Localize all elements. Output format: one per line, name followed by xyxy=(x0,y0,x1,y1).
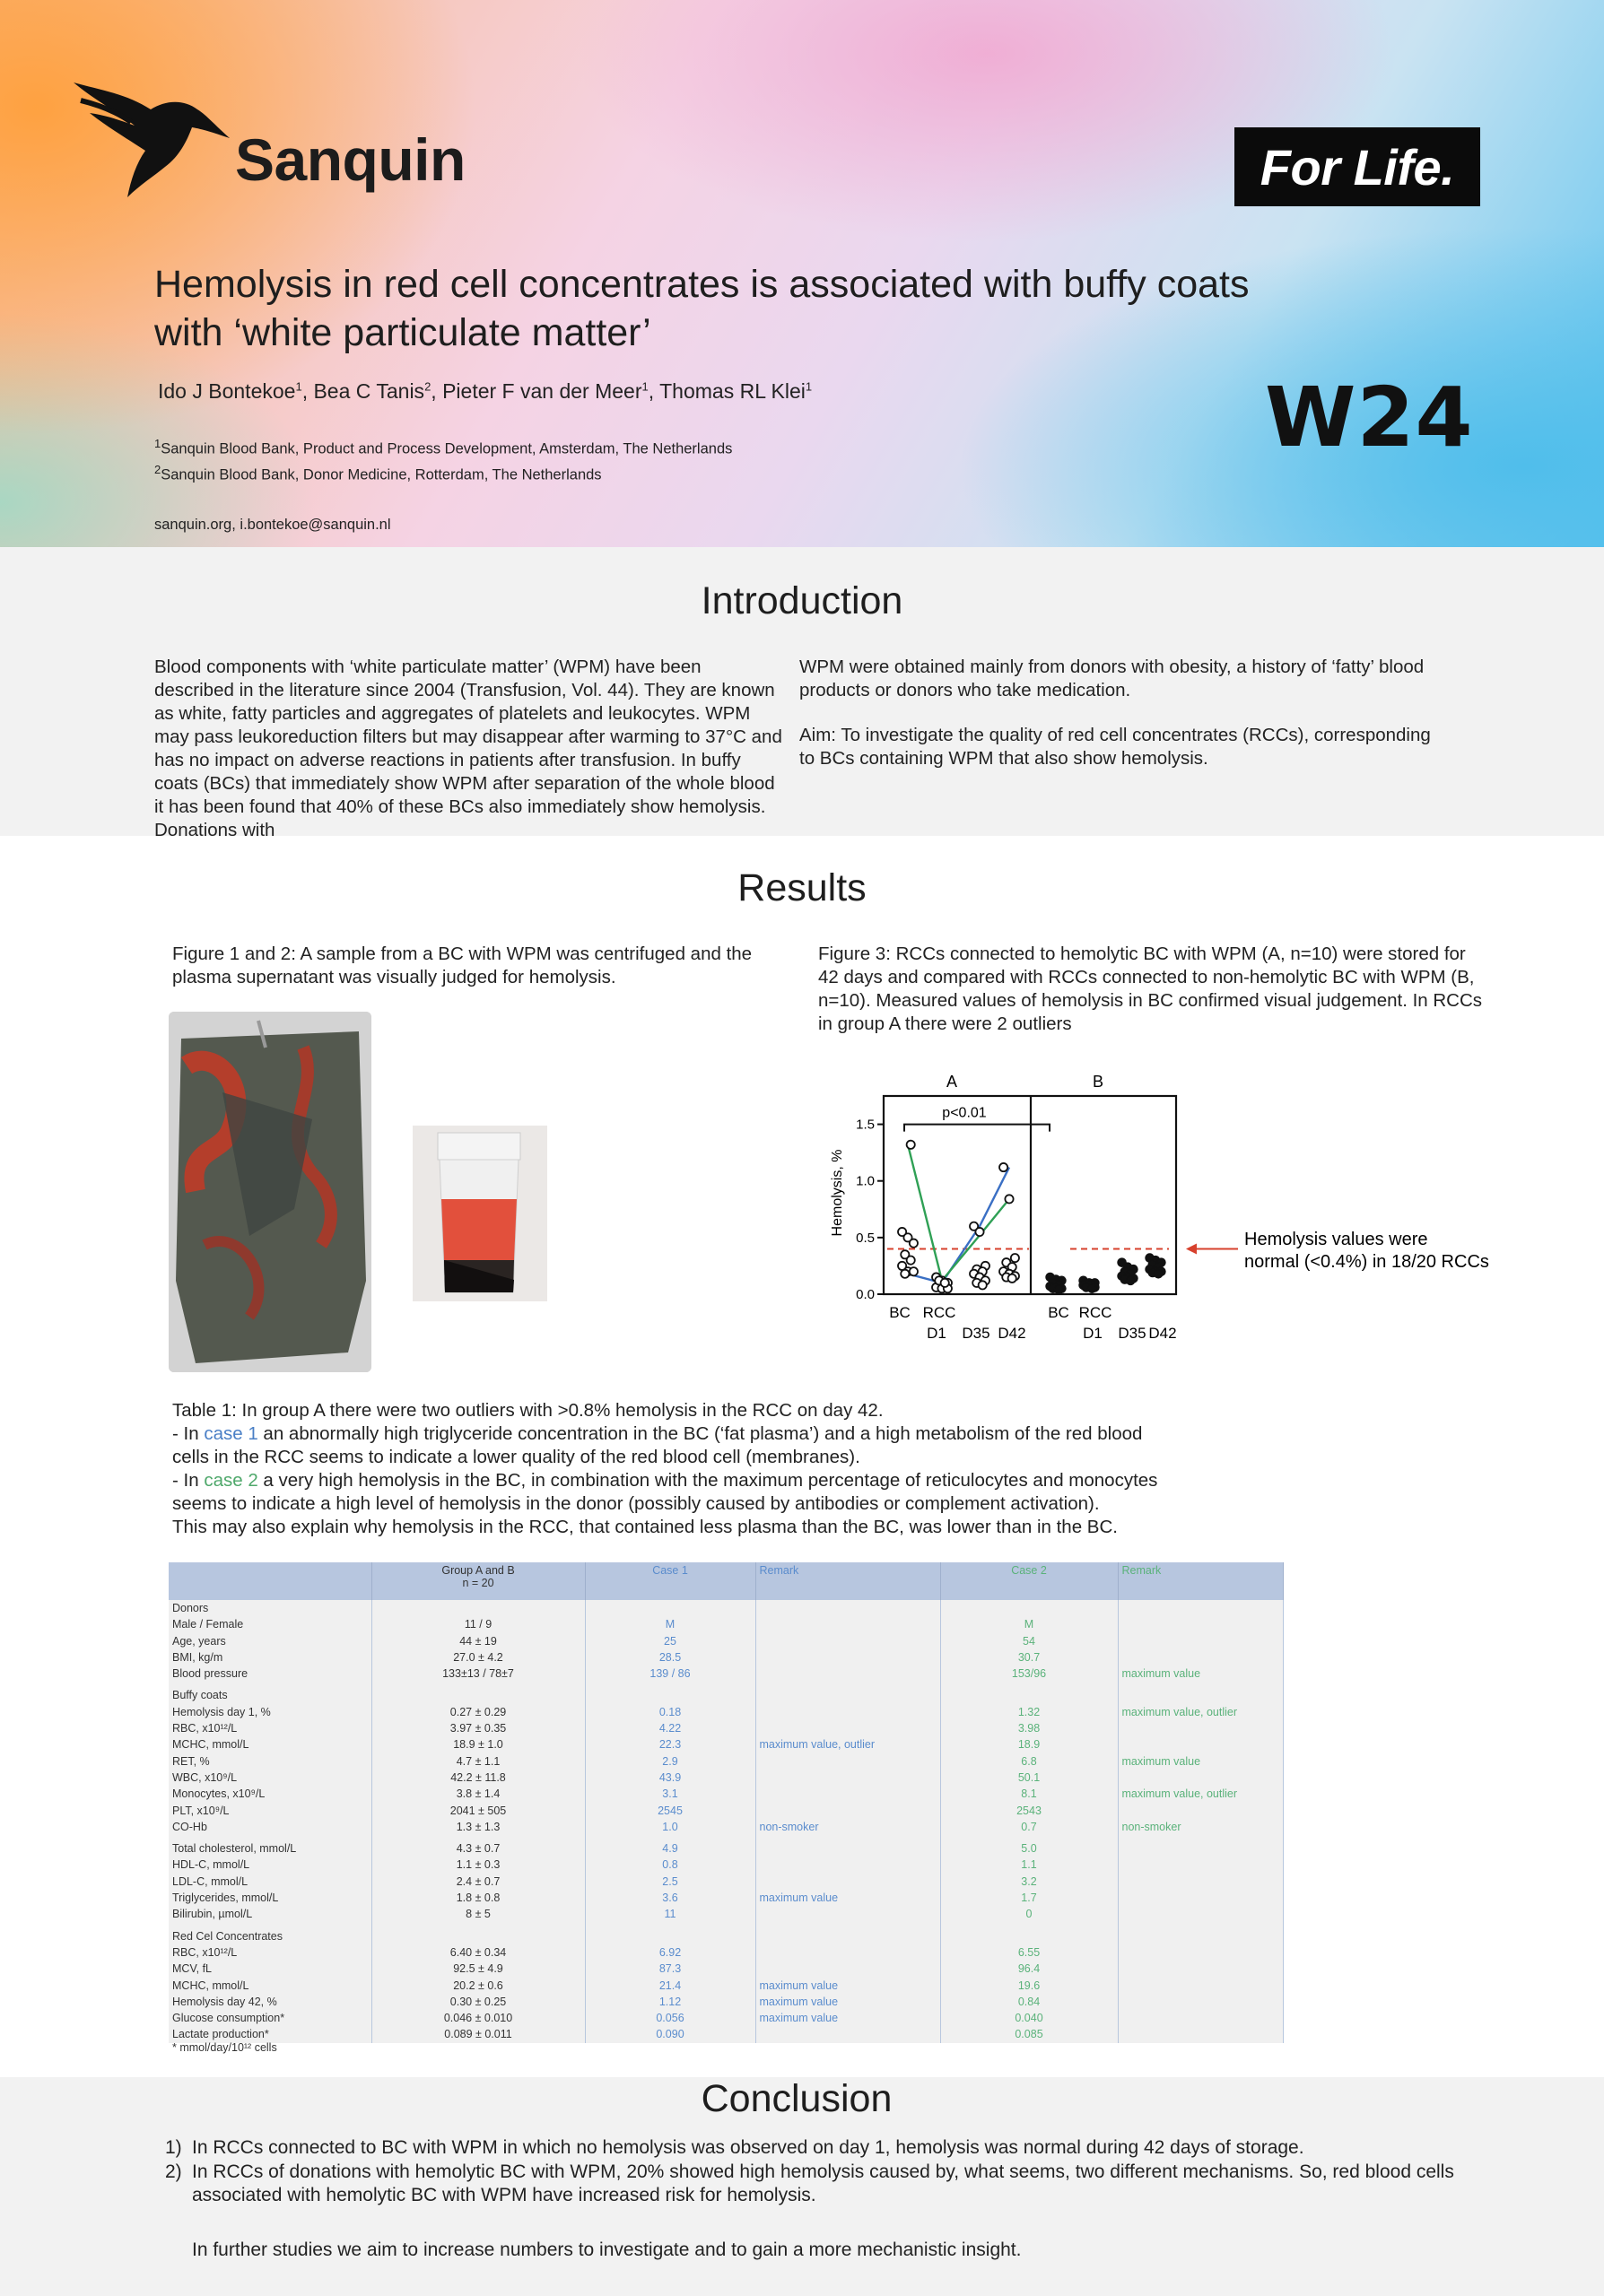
table-cell xyxy=(1118,1994,1283,2010)
table-cell: 0.84 xyxy=(940,1994,1118,2010)
figure-1-2-caption: Figure 1 and 2: A sample from a BC with WPM was centrifuged and the plasma supernatant was visually judged for hemolysis. xyxy=(172,944,753,987)
affiliation: $^1$Sanquin Blood Bank, Product and Process Development, Amsterdam, The Netherlands xyxy=(154,437,733,457)
results-table xyxy=(169,1562,1284,2043)
table-cell: 2545 xyxy=(585,1803,755,1819)
table-cell: 1.7 xyxy=(940,1890,1118,1906)
table-cell: maximum value xyxy=(755,1978,940,1994)
case-2-label: case 2 xyxy=(204,1470,258,1491)
table-cell xyxy=(755,1944,940,1961)
tagline-badge: For Life. xyxy=(1234,127,1480,206)
chart-annotation: Hemolysis values were normal (<0.4%) in 18/20 RCCs xyxy=(1244,1230,1489,1272)
x-tick-label: RCC xyxy=(922,1304,956,1321)
table-cell: 4.3 ± 0.7 xyxy=(371,1840,585,1857)
table-cell xyxy=(1118,1944,1283,1961)
table-row xyxy=(169,1874,1283,1890)
table-cell: 1.12 xyxy=(585,1994,755,2010)
table-cell: MCV, fL xyxy=(169,1961,371,1977)
data-point-group-a xyxy=(901,1270,909,1278)
table-cell: 22.3 xyxy=(585,1736,755,1752)
table-cell xyxy=(1118,1961,1283,1977)
table-cell: PLT, x10⁹/L xyxy=(169,1803,371,1819)
x-tick-label: D42 xyxy=(998,1325,1026,1342)
x-tick-label: RCC xyxy=(1078,1304,1112,1321)
conclusion-item: 2) In RCCs of donations with hemolytic BC with WPM, 20% showed high hemolysis caused by, what seems, two different mechanisms. So, red blood cells associated with hemolytic BC with WPM have increased risk for hemolysis. xyxy=(165,2161,1454,2205)
table-cell: 1.1 ± 0.3 xyxy=(371,1857,585,1873)
table-cell: Total cholesterol, mmol/L xyxy=(169,1840,371,1857)
table-cell: 0 xyxy=(940,1906,1118,1922)
table-cell: 0.18 xyxy=(585,1704,755,1720)
author: Bea C Tanis$^2$ xyxy=(313,379,432,403)
table-cell: 3.97 ± 0.35 xyxy=(371,1720,585,1736)
table-header-cell xyxy=(169,1562,371,1600)
table-cell xyxy=(1118,1890,1283,1906)
table-cell: Hemolysis day 1, % xyxy=(169,1704,371,1720)
table-cell: RET, % xyxy=(169,1753,371,1770)
data-point-group-a xyxy=(941,1279,949,1287)
table-cell: Blood pressure xyxy=(169,1665,371,1682)
table-header-cell: Case 1 xyxy=(585,1562,755,1600)
table-cell: Hemolysis day 42, % xyxy=(169,1994,371,2010)
table-cell xyxy=(755,1840,940,1857)
table-cell: 0.8 xyxy=(585,1857,755,1873)
table-row xyxy=(169,1736,1283,1752)
x-tick-label: D1 xyxy=(1083,1325,1103,1342)
data-point-group-b xyxy=(1154,1269,1163,1278)
table-cell: 8 ± 5 xyxy=(371,1906,585,1922)
table-row xyxy=(169,1633,1283,1649)
table-cell: maximum value, outlier xyxy=(755,1736,940,1752)
table-cell: 3.8 ± 1.4 xyxy=(371,1786,585,1802)
author: Thomas RL Klei$^1$ xyxy=(659,379,813,403)
table-section-row xyxy=(169,1928,1283,1944)
table-cell: 133±13 / 78±7 xyxy=(371,1665,585,1682)
table-cell: 2041 ± 505 xyxy=(371,1803,585,1819)
table-cell xyxy=(755,1770,940,1786)
data-point-group-b xyxy=(1126,1276,1135,1285)
table-cell: WBC, x10⁹/L xyxy=(169,1770,371,1786)
table-cell xyxy=(755,1786,940,1802)
table-cell: 92.5 ± 4.9 xyxy=(371,1961,585,1977)
author: Ido J Bontekoe$^1$ xyxy=(158,379,302,403)
conclusion-item: 1) In RCCs connected to BC with WPM in which no hemolysis was observed on day 1, hemolysis was normal during 42 days of storage. xyxy=(165,2137,1304,2158)
table-cell: 0.27 ± 0.29 xyxy=(371,1704,585,1720)
table-cell: non-smoker xyxy=(755,1819,940,1835)
table-cell: 30.7 xyxy=(940,1649,1118,1665)
affiliation: $^2$Sanquin Blood Bank, Donor Medicine, Rotterdam, The Netherlands xyxy=(154,463,602,483)
table-cell: 6.55 xyxy=(940,1944,1118,1961)
table-caption-line: This may also explain why hemolysis in the RCC, that contained less plasma than the BC, was lower than in the BC. xyxy=(172,1517,1118,1537)
table-row xyxy=(169,1857,1283,1873)
contact-info: sanquin.org, i.bontekoe@sanquin.nl xyxy=(154,517,391,533)
table-cell: 3.1 xyxy=(585,1786,755,1802)
aim-paragraph: Aim: To investigate the quality of red cell concentrates (RCCs), corresponding to BCs containing WPM that also show hemolysis. xyxy=(799,725,1431,769)
results-heading: Results xyxy=(737,866,867,909)
data-point-group-a xyxy=(979,1281,987,1289)
table-row xyxy=(169,1944,1283,1961)
table-cell: 21.4 xyxy=(585,1978,755,1994)
table-cell: 18.9 ± 1.0 xyxy=(371,1736,585,1752)
data-point-group-a xyxy=(999,1163,1007,1171)
table-cell xyxy=(755,1665,940,1682)
annotation-arrowhead xyxy=(1186,1243,1197,1254)
table-cell: 43.9 xyxy=(585,1770,755,1786)
title-line: Hemolysis in red cell concentrates is associated with buffy coats xyxy=(154,263,1250,306)
table-cell xyxy=(1118,1874,1283,1890)
table-cell: 0.056 xyxy=(585,2010,755,2026)
table-row xyxy=(169,1665,1283,1682)
table-caption-line: Table 1: In group A there were two outliers with >0.8% hemolysis in the RCC on day 42. xyxy=(172,1400,884,1421)
table-cell: Bilirubin, µmol/L xyxy=(169,1906,371,1922)
table-cell: 2.5 xyxy=(585,1874,755,1890)
table-cell: maximum value xyxy=(1118,1665,1283,1682)
table-section-title: Red Cel Concentrates xyxy=(169,1928,371,1944)
x-tick-label: D35 xyxy=(962,1325,990,1342)
poster-header xyxy=(0,0,1604,547)
significance-label: p<0.01 xyxy=(942,1105,987,1121)
table-cell: 27.0 ± 4.2 xyxy=(371,1649,585,1665)
table-cell: 87.3 xyxy=(585,1961,755,1977)
data-point-group-a xyxy=(1011,1254,1019,1262)
table-row xyxy=(169,1786,1283,1802)
y-tick-label: 0.0 xyxy=(856,1287,875,1302)
table-row xyxy=(169,1961,1283,1977)
table-cell: maximum value xyxy=(755,2010,940,2026)
table-section-row xyxy=(169,1600,1283,1616)
table-cell xyxy=(1118,1720,1283,1736)
table-footnote: * mmol/day/10¹² cells xyxy=(172,2041,277,2054)
poster-code: W24 xyxy=(1265,370,1474,465)
table-cell: 96.4 xyxy=(940,1961,1118,1977)
introduction-column-2 xyxy=(799,656,1445,770)
table-cell: 11 / 9 xyxy=(371,1616,585,1632)
table-cell xyxy=(1118,2010,1283,2026)
table-row xyxy=(169,1649,1283,1665)
intro-paragraph: WPM were obtained mainly from donors with obesity, a history of ‘fatty’ blood products or donors who take medication. xyxy=(799,657,1425,700)
table-caption xyxy=(172,1399,1159,1539)
table-cell xyxy=(755,1906,940,1922)
table-cell: 0.040 xyxy=(940,2010,1118,2026)
x-tick-label: D35 xyxy=(1118,1325,1146,1342)
table-cell: non-smoker xyxy=(1118,1819,1283,1835)
table-section-title: Donors xyxy=(169,1600,371,1616)
table-cell xyxy=(755,1874,940,1890)
table-header-cell: Group A and B n = 20 xyxy=(371,1562,585,1600)
table-cell: 4.9 xyxy=(585,1840,755,1857)
table-cell: maximum value, outlier xyxy=(1118,1786,1283,1802)
table-cell: 0.085 xyxy=(940,2026,1118,2042)
table-cell: maximum value xyxy=(1118,1753,1283,1770)
table-cell: 54 xyxy=(940,1633,1118,1649)
table-cell: 153/96 xyxy=(940,1665,1118,1682)
table-cell xyxy=(755,1649,940,1665)
data-point-group-a xyxy=(910,1267,918,1275)
author-list: Ido J Bontekoe$^1$, Bea C Tanis$^2$, Pieter F van der Meer$^1$, Thomas RL Klei$^1$ xyxy=(158,379,813,403)
table-cell: MCHC, mmol/L xyxy=(169,1736,371,1752)
table-cell: HDL-C, mmol/L xyxy=(169,1857,371,1873)
table-cell: 3.6 xyxy=(585,1890,755,1906)
panel-label-b: B xyxy=(1092,1073,1104,1091)
table-cell xyxy=(1118,1978,1283,1994)
table-cell: 44 ± 19 xyxy=(371,1633,585,1649)
table-row xyxy=(169,2010,1283,2026)
table-cell: RBC, x10¹²/L xyxy=(169,1720,371,1736)
table-cell: 1.32 xyxy=(940,1704,1118,1720)
table-cell: CO-Hb xyxy=(169,1819,371,1835)
introduction-column-1: Blood components with ‘white particulate matter’ (WPM) have been described in the literature since 2004 (Transfusion, Vol. 44). They are known as white, fatty particles and aggregates of platelets and leukocytes. WPM may pass leukoreduction filters but may disappear after warming to 37°C and has no impact on adverse reactions in patients after transfusion. In buffy coats (BCs) that immediately show WPM after separation of the whole blood it has been found that 40% of these BCs also immediately show hemolysis. Donations with xyxy=(154,657,782,840)
table-cell: 0.7 xyxy=(940,1819,1118,1835)
table-cell: BMI, kg/m xyxy=(169,1649,371,1665)
table-cell: 28.5 xyxy=(585,1649,755,1665)
table-cell xyxy=(1118,1616,1283,1632)
introduction-heading: Introduction xyxy=(701,579,903,622)
case-1-note: - In case 1 an abnormally high triglyceride concentration in the BC (‘fat plasma’) and a high metabolism of the red blood cells in the RCC seems to indicate a lower quality of the red blood cell (membranes). xyxy=(172,1423,1143,1467)
y-tick-label: 1.5 xyxy=(856,1117,875,1133)
table-cell: 19.6 xyxy=(940,1978,1118,1994)
logo-wordmark: Sanquin xyxy=(235,126,466,193)
data-point-group-a xyxy=(1005,1195,1013,1203)
table-cell: Male / Female xyxy=(169,1616,371,1632)
table-cell xyxy=(1118,1906,1283,1922)
table-row xyxy=(169,1978,1283,1994)
table-cell xyxy=(755,1753,940,1770)
table-cell xyxy=(755,1704,940,1720)
table-row xyxy=(169,1840,1283,1857)
table-row xyxy=(169,1616,1283,1632)
table-cell: 3.98 xyxy=(940,1720,1118,1736)
table-row xyxy=(169,1803,1283,1819)
table-cell: Age, years xyxy=(169,1633,371,1649)
data-point-group-a xyxy=(975,1228,983,1236)
conclusion-closing: In further studies we aim to increase numbers to investigate and to gain a more mechanistic insight. xyxy=(192,2239,1022,2260)
table-cell: 139 / 86 xyxy=(585,1665,755,1682)
table-section-title: Buffy coats xyxy=(169,1687,371,1703)
table-cell xyxy=(1118,1736,1283,1752)
poster-title xyxy=(154,260,1276,357)
table-cell: 11 xyxy=(585,1906,755,1922)
table-cell: 0.089 ± 0.011 xyxy=(371,2026,585,2042)
table-cell: 6.8 xyxy=(940,1753,1118,1770)
table-cell xyxy=(755,1803,940,1819)
table-cell: 2.9 xyxy=(585,1753,755,1770)
data-point-group-a xyxy=(907,1257,915,1265)
table-row xyxy=(169,1753,1283,1770)
pelican-logo-icon xyxy=(72,74,233,199)
table-cell: 18.9 xyxy=(940,1736,1118,1752)
data-point-group-b xyxy=(1054,1285,1063,1294)
data-point-group-a xyxy=(910,1239,918,1248)
data-point-group-b xyxy=(1087,1284,1096,1293)
table-cell xyxy=(1118,1649,1283,1665)
table-cell: maximum value xyxy=(755,1994,940,2010)
outlier-line-case-1 xyxy=(908,1168,1009,1283)
table-cell xyxy=(755,1633,940,1649)
table-cell: 4.7 ± 1.1 xyxy=(371,1753,585,1770)
table-cell xyxy=(1118,1770,1283,1786)
table-cell: maximum value xyxy=(755,1890,940,1906)
table-cell: maximum value, outlier xyxy=(1118,1704,1283,1720)
table-row xyxy=(169,2026,1283,2042)
x-tick-label: BC xyxy=(1048,1304,1069,1321)
table-cell: M xyxy=(585,1616,755,1632)
outlier-line-case-2 xyxy=(908,1144,1009,1281)
table-cell: 3.2 xyxy=(940,1874,1118,1890)
table-cell: 20.2 ± 0.6 xyxy=(371,1978,585,1994)
table-cell: Glucose consumption* xyxy=(169,2010,371,2026)
table-cell: 1.1 xyxy=(940,1857,1118,1873)
table-cell: 5.0 xyxy=(940,1840,1118,1857)
table-cell: 2.4 ± 0.7 xyxy=(371,1874,585,1890)
table-cell: 42.2 ± 11.8 xyxy=(371,1770,585,1786)
table-cell: 50.1 xyxy=(940,1770,1118,1786)
table-header-cell: Case 2 xyxy=(940,1562,1118,1600)
table-cell: Monocytes, x10⁹/L xyxy=(169,1786,371,1802)
table-cell: 0.30 ± 0.25 xyxy=(371,1994,585,2010)
table-cell: 4.22 xyxy=(585,1720,755,1736)
table-cell xyxy=(1118,1840,1283,1857)
x-tick-label: BC xyxy=(889,1304,911,1321)
table-cell xyxy=(755,1720,940,1736)
table-cell xyxy=(755,1857,940,1873)
table-row xyxy=(169,1720,1283,1736)
significance-bracket xyxy=(904,1125,1050,1132)
figure-3-caption: Figure 3: RCCs connected to hemolytic BC with WPM (A, n=10) were stored for 42 days and compared with RCCs connected to non-hemolytic BC with WPM (B, n=10). Measured values of hemolysis in BC confirmed visual judgement. In RCCs in group A there were 2 outliers xyxy=(818,944,1483,1034)
y-tick-label: 1.0 xyxy=(856,1173,875,1189)
table-cell xyxy=(755,1961,940,1977)
table-header-cell: Remark xyxy=(1118,1562,1283,1600)
table-cell: M xyxy=(940,1616,1118,1632)
x-tick-label: D1 xyxy=(927,1325,946,1342)
conclusion-heading: Conclusion xyxy=(701,2077,893,2120)
table-cell xyxy=(1118,1803,1283,1819)
table-cell xyxy=(1118,1857,1283,1873)
table-row xyxy=(169,1770,1283,1786)
blood-bag-photo xyxy=(169,1012,371,1372)
table-cell xyxy=(1118,1633,1283,1649)
table-cell: 1.8 ± 0.8 xyxy=(371,1890,585,1906)
data-point-group-a xyxy=(907,1141,915,1149)
table-cell: 0.090 xyxy=(585,2026,755,2042)
table-header-cell: Remark xyxy=(755,1562,940,1600)
table-cell: 1.0 xyxy=(585,1819,755,1835)
panel-label-a: A xyxy=(946,1073,958,1091)
table-row xyxy=(169,1704,1283,1720)
table-row xyxy=(169,1819,1283,1835)
table-section-row xyxy=(169,1687,1283,1703)
author: Pieter F van der Meer$^1$ xyxy=(442,379,649,403)
case-1-label: case 1 xyxy=(204,1423,258,1444)
title-line: with ‘white particulate matter’ xyxy=(154,311,651,354)
table-cell: 8.1 xyxy=(940,1786,1118,1802)
table-cell: 1.3 ± 1.3 xyxy=(371,1819,585,1835)
table-cell xyxy=(755,2026,940,2042)
table-cell: 0.046 ± 0.010 xyxy=(371,2010,585,2026)
data-point-group-a xyxy=(1008,1274,1016,1283)
table-cell: 6.40 ± 0.34 xyxy=(371,1944,585,1961)
table-row xyxy=(169,1906,1283,1922)
table-cell: 2543 xyxy=(940,1803,1118,1819)
table-cell: 6.92 xyxy=(585,1944,755,1961)
table-row xyxy=(169,1994,1283,2010)
table-cell: RBC, x10¹²/L xyxy=(169,1944,371,1961)
table-cell: Triglycerides, mmol/L xyxy=(169,1890,371,1906)
table-cell: 25 xyxy=(585,1633,755,1649)
x-tick-label: D42 xyxy=(1148,1325,1177,1342)
y-axis-label: Hemolysis, % xyxy=(830,1149,845,1237)
y-tick-label: 0.5 xyxy=(856,1230,875,1246)
table-cell: MCHC, mmol/L xyxy=(169,1978,371,1994)
case-2-note: - In case 2 a very high hemolysis in the BC, in combination with the maximum percentage of reticulocytes and monocytes seems to indicate a high level of hemolysis in the donor (possibly caused by antibodies or complement activation). xyxy=(172,1470,1158,1514)
table-cell: LDL-C, mmol/L xyxy=(169,1874,371,1890)
plasma-tube-photo xyxy=(413,1126,547,1301)
hemolysis-chart xyxy=(807,1067,1507,1363)
table-cell xyxy=(1118,2026,1283,2042)
table-row xyxy=(169,1890,1283,1906)
table-cell: Lactate production* xyxy=(169,2026,371,2042)
table-cell xyxy=(755,1616,940,1632)
